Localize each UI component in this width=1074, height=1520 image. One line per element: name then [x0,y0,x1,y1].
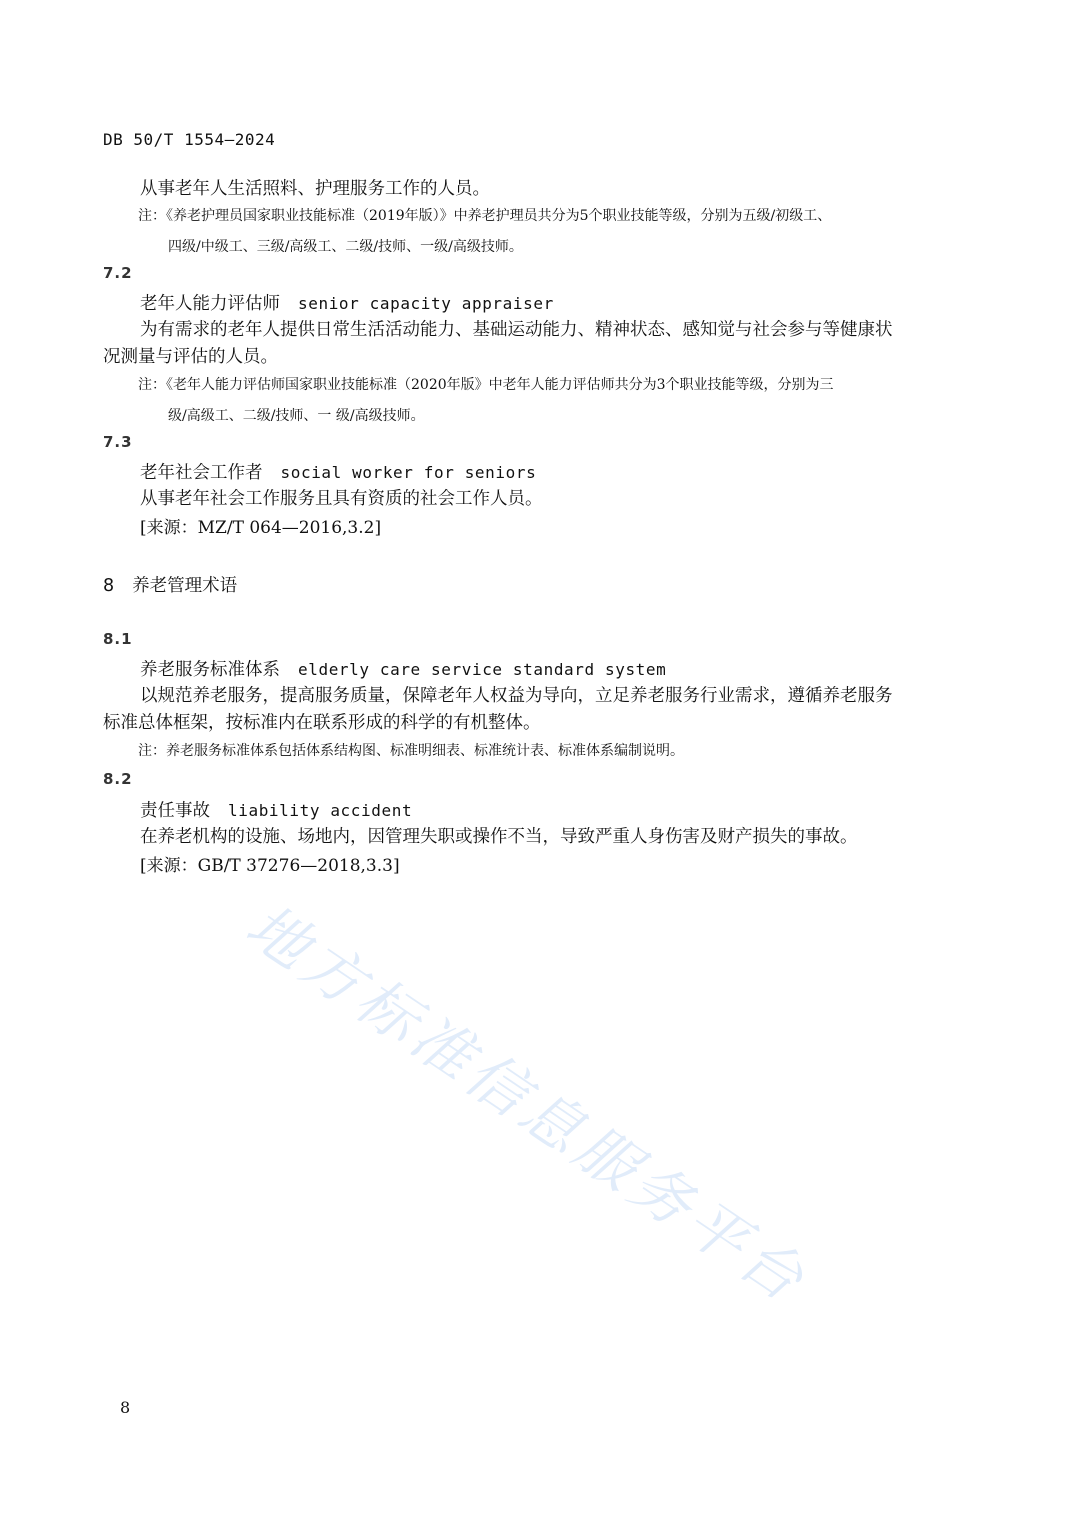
note-7-2-line1: 注：《老年人能力评估师国家职业技能标准（2020年版》中老年人能力评估师共分为3个职业技能等级，分别为三 [138,377,834,393]
definition-7-1: 从事老年人生活照料、护理服务工作的人员。 [140,179,490,199]
source-7-3: [来源：MZ/T 064—2016,3.2] [140,518,382,538]
watermark: 地方标准信息服务平台 [233,890,820,1318]
term-en-7-2: senior capacity appraiser [298,294,554,313]
note-8-1: 注：养老服务标准体系包括体系结构图、标准明细表、标准统计表、标准体系编制说明。 [138,743,684,759]
source-8-2: [来源：GB/T 37276—2018,3.3] [140,856,400,876]
chapter-8-heading [103,572,237,597]
definition-8-1-line1: 以规范养老服务，提高服务质量，保障老年人权益为导向，立足养老服务行业需求，遵循养老服务 [140,686,893,706]
note-7-1-line1: 注：《养老护理员国家职业技能标准（2019年版）》中养老护理员共分为5个职业技能等级，分别为五级/初级工、 [138,208,832,224]
note-7-1-line2: 四级/中级工、三级/高级工、二级/技师、一级/高级技师。 [168,239,523,255]
chapter-8-title: 养老管理术语 [132,576,238,596]
definition-8-2: 在养老机构的设施、场地内，因管理失职或操作不当，导致严重人身伤害及财产损失的事故。 [140,827,858,847]
term-en-8-2: liability accident [228,801,413,820]
definition-7-3: 从事老年社会工作服务且具有资质的社会工作人员。 [140,489,543,509]
term-en-7-3: social worker for seniors [280,463,537,482]
term-cn-8-1: 养老服务标准体系 [140,660,280,680]
document-code-header: DB 50/T 1554—2024 [103,130,276,149]
term-8-1 [140,656,666,681]
term-cn-8-2: 责任事故 [140,801,210,821]
section-number-8-2: 8.2 [103,770,133,788]
page-number: 8 [120,1398,131,1417]
note-7-2-line2: 级/高级工、二级/技师、一 级/高级技师。 [168,408,425,424]
term-cn-7-3: 老年社会工作者 [140,463,263,483]
term-cn-7-2: 老年人能力评估师 [140,294,280,314]
term-7-3 [140,459,536,484]
term-8-2 [140,797,412,822]
term-en-8-1: elderly care service standard system [298,660,667,679]
section-number-7-2: 7.2 [103,264,133,282]
term-7-2 [140,290,554,315]
section-number-7-3: 7.3 [103,433,133,451]
section-number-8-1: 8.1 [103,630,133,648]
definition-8-1-line2: 标准总体框架，按标准内在联系形成的科学的有机整体。 [103,713,541,733]
chapter-8-number: 8 [103,576,115,596]
definition-7-2-line1: 为有需求的老年人提供日常生活活动能力、基础运动能力、精神状态、感知觉与社会参与等健康状 [140,320,893,340]
definition-7-2-line2: 况测量与评估的人员。 [103,347,278,367]
